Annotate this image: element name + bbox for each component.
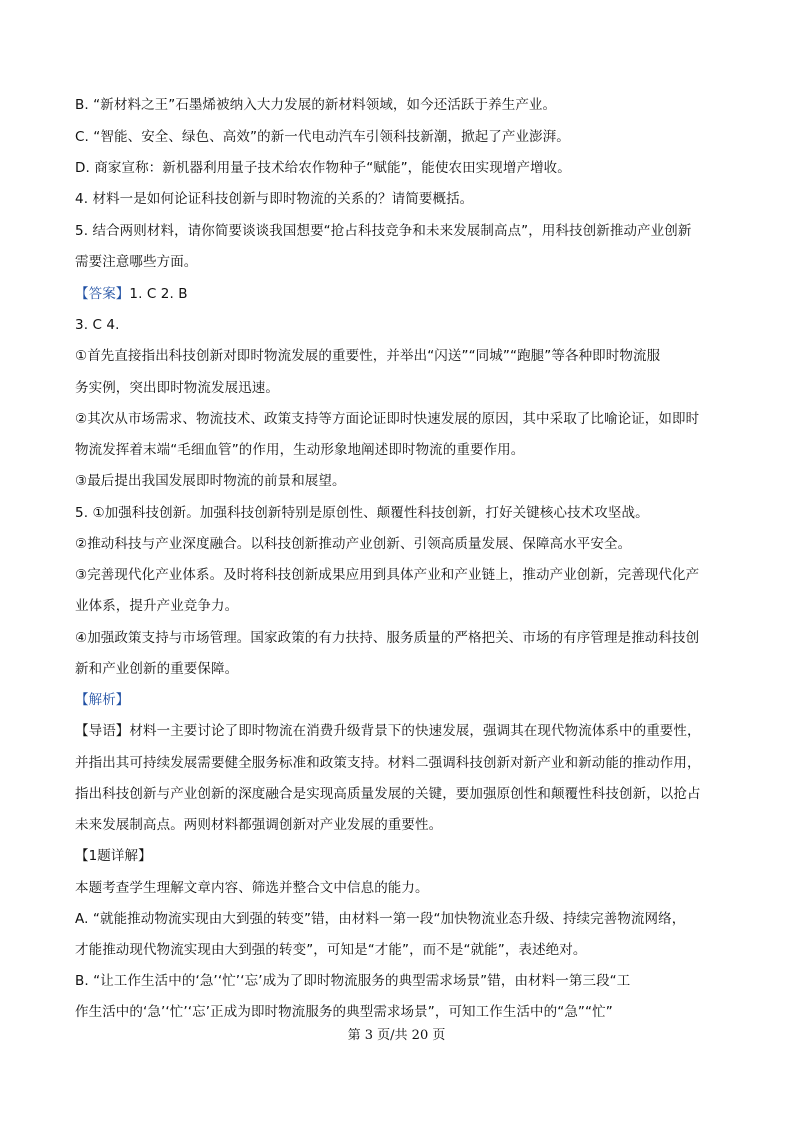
answer-4-point-2-line-1: ②其次从市场需求、物流技术、政策支持等方面论证即时快速发展的原因，其中采取了比喻论证，如即时 bbox=[75, 411, 700, 427]
intro-line-3: 指出科技创新与产业创新的深度融合是实现高质量发展的关键，要加强原创性和颠覆性科技创新，以抢占 bbox=[75, 786, 701, 802]
q1-option-b-line-2: 作生活中的‘急’‘忙’‘忘’正成为即时物流服务的典型需求场景”，可知工作生活中的“急”“忙” bbox=[75, 1004, 613, 1020]
intro-line-4: 未来发展制高点。两则材料都强调创新对产业发展的重要性。 bbox=[75, 817, 443, 833]
intro-line-2: 并指出其可持续发展需要健全服务标准和政策支持。材料二强调科技创新对新产业和新动能的推动作用， bbox=[75, 755, 701, 771]
question-4: 4. 材料一是如何论证科技创新与即时物流的关系的？请简要概括。 bbox=[75, 191, 474, 207]
page-footer: 第 3 页/共 20 页 bbox=[347, 1028, 446, 1043]
answer-tag: 【答案】 bbox=[75, 286, 130, 302]
answer-4-point-3: ③最后提出我国发展即时物流的前景和展望。 bbox=[75, 473, 346, 489]
answer-4-point-1-line-1: ①首先直接指出科技创新对即时物流发展的重要性，并举出“闪送”“同城”“跑腿”等各种即时物流服 bbox=[75, 348, 661, 364]
analysis-tag: 【解析】 bbox=[75, 692, 130, 708]
q1-option-a-line-1: A. “就能推动物流实现由大到强的转变”错，由材料一第一段“加快物流业态升级、持续完善物流网络， bbox=[75, 911, 686, 927]
option-b: B. “新材料之王”石墨烯被纳入大力发展的新材料领域，如今还活跃于养生产业。 bbox=[75, 97, 557, 113]
question-5-line-1: 5. 结合两则材料，请你简要谈谈我国想要“抢占科技竞争和未来发展制高点”，用科技创新推动产业创新 bbox=[75, 223, 692, 239]
answer-5-point-3-line-2: 业体系，提升产业竞争力。 bbox=[75, 598, 239, 614]
q1-detail-intro: 本题考查学生理解文章内容、筛选并整合文中信息的能力。 bbox=[75, 880, 429, 896]
intro-line-1: 【导语】材料一主要讨论了即时物流在消费升级背景下的快速发展，强调其在现代物流体系中的重要性， bbox=[75, 723, 701, 739]
answer-5-point-4-line-2: 新和产业创新的重要保障。 bbox=[75, 661, 239, 677]
answer-5-point-4-line-1: ④加强政策支持与市场管理。国家政策的有力扶持、服务质量的严格把关、市场的有序管理是推动科技创 bbox=[75, 630, 700, 646]
answer-line-2: 3. C 4. bbox=[75, 317, 120, 333]
q1-option-a-line-2: 才能推动现代物流实现由大到强的转变”，可知是“才能”，而不是“就能”，表述绝对。 bbox=[75, 942, 587, 958]
answer-5-point-2: ②推动科技与产业深度融合。以科技创新推动产业创新、引领高质量发展、保障高水平安全。 bbox=[75, 536, 632, 552]
q1-detail-heading: 【1题详解】 bbox=[75, 848, 152, 864]
question-5-line-2: 需要注意哪些方面。 bbox=[75, 254, 198, 270]
q1-option-b-line-1: B. “让工作生活中的‘急’‘忙’‘忘’成为了即时物流服务的典型需求场景”错，由材料一第三段“工 bbox=[75, 973, 631, 989]
answer-5-point-3-line-1: ③完善现代化产业体系。及时将科技创新成果应用到具体产业和产业链上，推动产业创新，完善现代化产 bbox=[75, 567, 700, 583]
answer-values: 1. C 2. B bbox=[129, 286, 188, 302]
answer-5-point-1: 5. ①加强科技创新。加强科技创新特别是原创性、颠覆性科技创新，打好关键核心技术攻坚战。 bbox=[75, 505, 649, 521]
answer-4-point-2-line-2: 物流发挥着末端“毛细血管”的作用，生动形象地阐述即时物流的重要作用。 bbox=[75, 442, 525, 458]
option-c: C. “智能、安全、绿色、高效”的新一代电动汽车引领科技新潮，掀起了产业澎湃。 bbox=[75, 129, 570, 145]
option-d: D. 商家宣称：新机器利用量子技术给农作物种子“赋能”，能使农田实现增产增收。 bbox=[75, 160, 571, 176]
answer-4-point-1-line-2: 务实例，突出即时物流发展迅速。 bbox=[75, 380, 279, 396]
answer-line bbox=[75, 284, 188, 304]
